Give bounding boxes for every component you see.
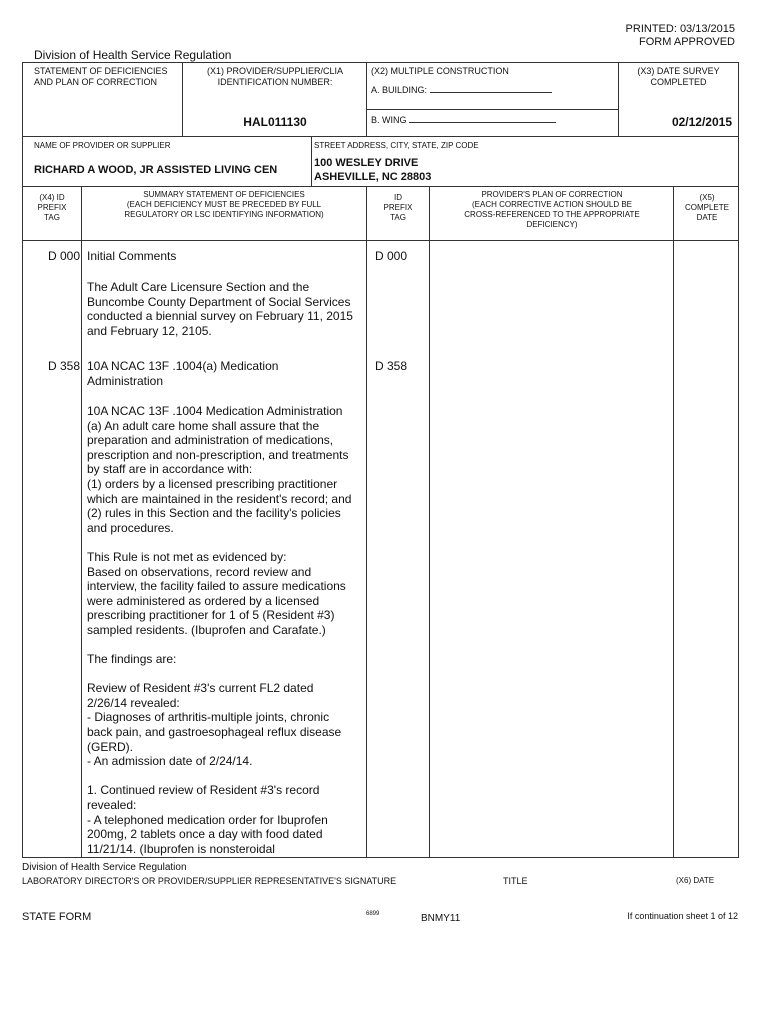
wing-field bbox=[371, 113, 556, 126]
entry-text: 10A NCAC 13F .1004 Medication Administration (a) An adult care home shall assure that the preparation and administration of medications, prescription and non-prescription, and treatments by staff are in accordance with: (1) orders by a licensed prescribing practitioner which are maintained in the resident's record; and (2) rules in this Section and the facility's policies and procedures. This Rule is not met as evidenced by: Based on observations, record review and interview, the facility failed to assure medications were administered as ordered by a licensed prescribing practitioner for 1 of 5 (Resident #3) sampled residents. (Ibuprofen and Carafate.) The findings are: Review of Resident #3's current FL2 dated 2/26/14 revealed: - Diagnoses of arthritis-multiple joints, chronic back pain, and gastroesophageal reflux disease (GERD). - An admission date of 2/24/14. 1. Continued review of Resident #3's record revealed: - A telephoned medication order for Ibuprofen 200mg, 2 tablets once a day with food dated 11/21/14. (Ibuprofen is nonsteroidal bbox=[87, 404, 352, 856]
division-heading: Division of Health Service Regulation bbox=[34, 48, 232, 62]
x1-label: (X1) PROVIDER/SUPPLIER/CLIA IDENTIFICATION NUMBER: bbox=[206, 66, 344, 87]
x3-label: (X3) DATE SURVEY COMPLETED bbox=[637, 66, 720, 87]
building-label: A. BUILDING: bbox=[371, 85, 428, 95]
x5-header: (X5) COMPLETE DATE bbox=[684, 193, 729, 222]
id-prefix-tag: D 000 bbox=[375, 249, 408, 263]
signature-label: LABORATORY DIRECTOR'S OR PROVIDER/SUPPLIER REPRESENTATIVE'S SIGNATURE bbox=[22, 876, 397, 886]
printed-date: PRINTED: 03/13/2015 bbox=[625, 23, 735, 35]
plan-header: PROVIDER'S PLAN OF CORRECTION (EACH CORRECTIVE ACTION SHOULD BE CROSS-REFERENCED TO THE APPROPRIATE DEFICIENCY) bbox=[464, 190, 640, 229]
address-label: STREET ADDRESS, CITY, STATE, ZIP CODE bbox=[314, 141, 479, 150]
entry-title: Initial Comments bbox=[87, 249, 177, 263]
provider-name-label: NAME OF PROVIDER OR SUPPLIER bbox=[34, 141, 171, 150]
provider-address bbox=[314, 156, 431, 184]
date-label: (X6) DATE bbox=[676, 876, 715, 885]
summary-header: SUMMARY STATEMENT OF DEFICIENCIES (EACH DEFICIENCY MUST BE PRECEDED BY FULL REGULATORY OR LSC IDENTIFYING INFORMATION) bbox=[124, 190, 324, 219]
address-line-2: ASHEVILLE, NC 28803 bbox=[314, 171, 432, 183]
wing-label: B. WING bbox=[371, 115, 407, 125]
title-label: TITLE bbox=[503, 876, 528, 886]
continuation-label: If continuation sheet 1 of 12 bbox=[627, 911, 738, 921]
entry-text: The Adult Care Licensure Section and the Buncombe County Department of Social Services conducted a biennial survey on February 11, 2015 and February 12, 2105. bbox=[87, 280, 353, 338]
statement-label: STATEMENT OF DEFICIENCIES AND PLAN OF CORRECTION bbox=[34, 66, 168, 87]
provider-id: HAL011130 bbox=[243, 115, 307, 129]
provider-name: RICHARD A WOOD, JR ASSISTED LIVING CEN bbox=[34, 164, 278, 176]
form-status: FORM APPROVED bbox=[639, 36, 735, 48]
x2-label: (X2) MULTIPLE CONSTRUCTION bbox=[371, 66, 509, 76]
address-line-1: 100 WESLEY DRIVE bbox=[314, 157, 419, 169]
survey-date: 02/12/2015 bbox=[671, 115, 732, 129]
form-number: 6899 bbox=[366, 911, 380, 917]
deficiency-tag: D 358 bbox=[47, 359, 80, 373]
deficiency-tag: D 000 bbox=[47, 249, 80, 263]
footer-division: Division of Health Service Regulation bbox=[22, 862, 187, 873]
entry-title: 10A NCAC 13F .1004(a) Medication Administration bbox=[87, 359, 279, 388]
x4-header: (X4) ID PREFIX TAG bbox=[37, 193, 67, 222]
page-code: BNMY11 bbox=[421, 913, 461, 924]
id-header: ID PREFIX TAG bbox=[383, 193, 413, 222]
building-field bbox=[371, 83, 552, 96]
state-form-label: STATE FORM bbox=[22, 911, 92, 923]
id-prefix-tag: D 358 bbox=[375, 359, 408, 373]
